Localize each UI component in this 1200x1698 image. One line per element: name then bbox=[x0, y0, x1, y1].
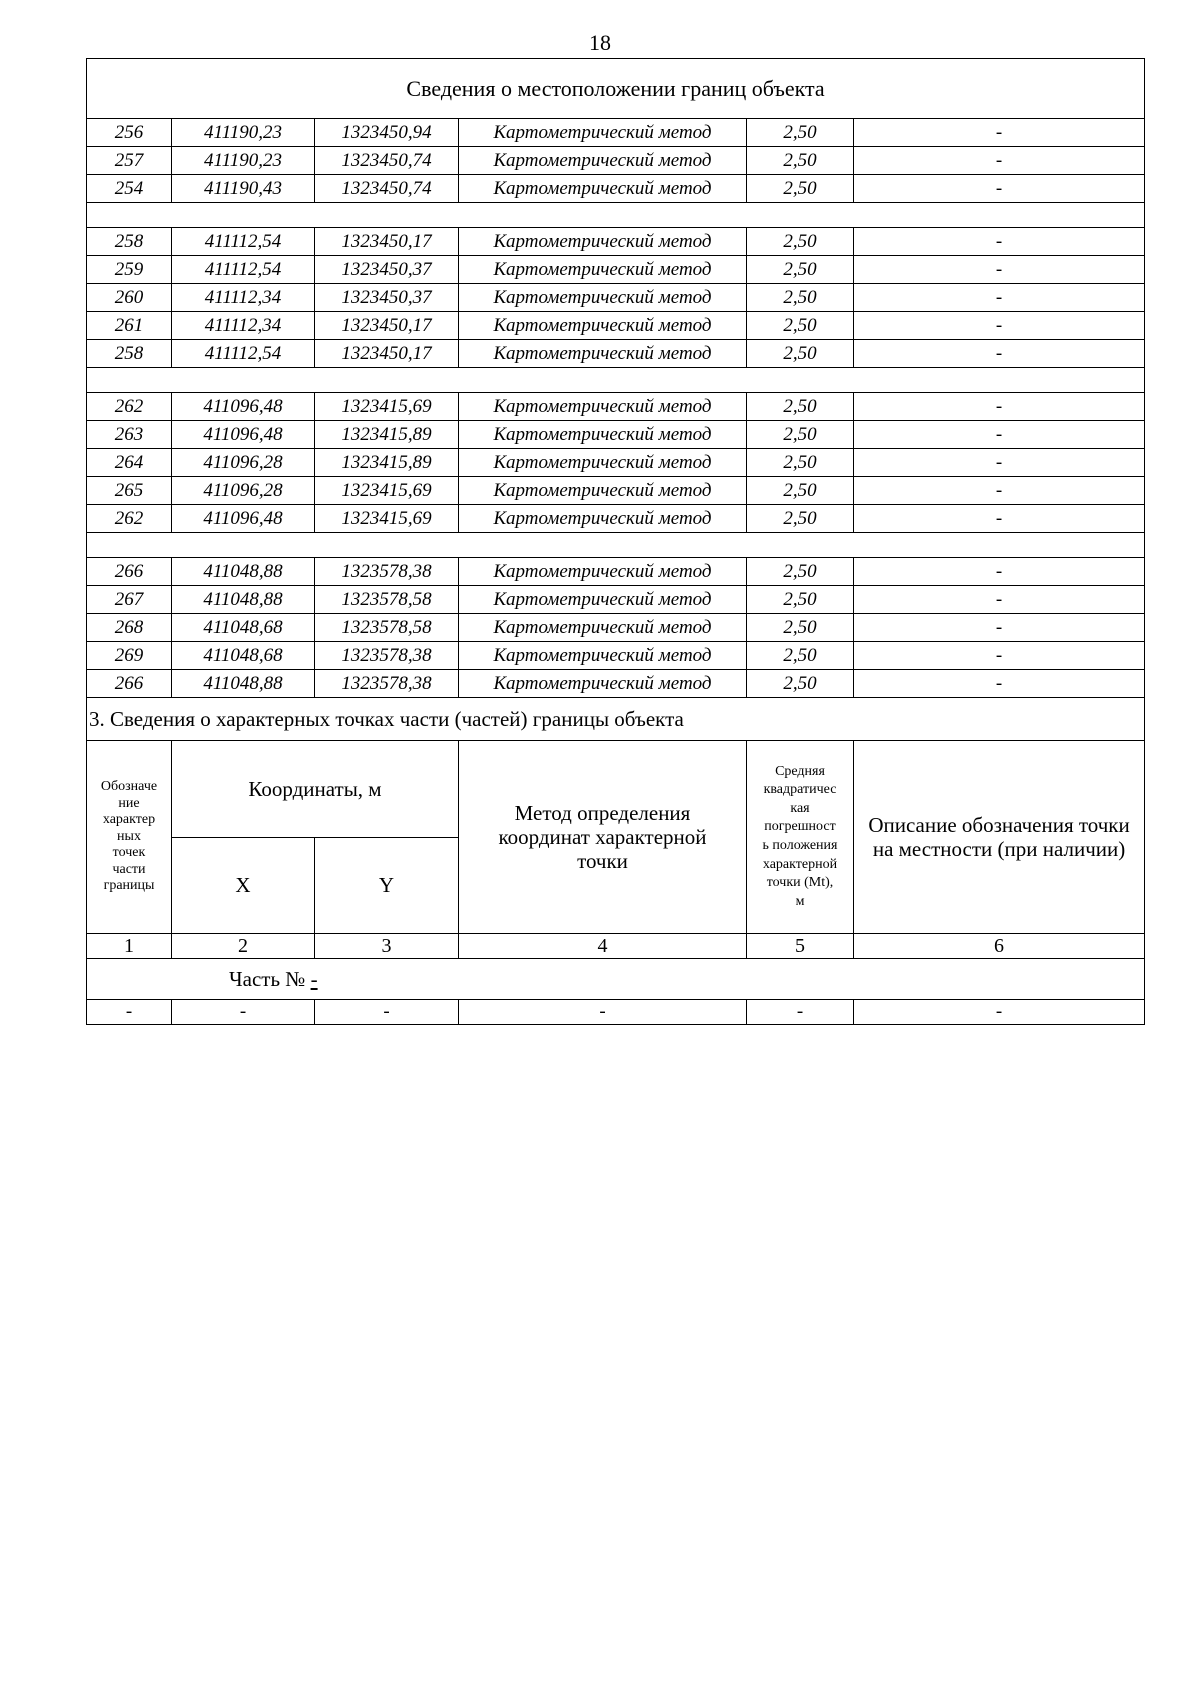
header-line: характер bbox=[102, 812, 156, 828]
table-row bbox=[87, 340, 1145, 368]
x-coordinate-cell: 411096,48 bbox=[172, 421, 315, 449]
table-row bbox=[87, 670, 1145, 698]
header-line: части bbox=[112, 861, 146, 877]
header-line: характерной bbox=[762, 856, 838, 872]
header-method bbox=[459, 741, 747, 934]
table-row bbox=[87, 284, 1145, 312]
mt-cell: 2,50 bbox=[747, 312, 854, 340]
y-coordinate-cell: 1323450,37 bbox=[315, 284, 459, 312]
description-cell: - bbox=[854, 147, 1145, 175]
point-number-cell: 256 bbox=[87, 119, 172, 147]
y-coordinate-cell: 1323415,89 bbox=[315, 449, 459, 477]
section-title: Сведения о местоположении границ объекта bbox=[87, 59, 1145, 119]
section-title-row bbox=[87, 59, 1145, 119]
point-number-cell: 260 bbox=[87, 284, 172, 312]
header-mean-square-error bbox=[747, 741, 854, 934]
table-row bbox=[87, 147, 1145, 175]
mt-cell: 2,50 bbox=[747, 421, 854, 449]
part-value: - bbox=[310, 966, 318, 991]
x-coordinate-cell: 411048,68 bbox=[172, 642, 315, 670]
point-number-cell: 258 bbox=[87, 340, 172, 368]
empty-cell: - bbox=[87, 1000, 172, 1025]
description-cell: - bbox=[854, 586, 1145, 614]
x-coordinate-cell: 411048,68 bbox=[172, 614, 315, 642]
empty-cell: - bbox=[854, 1000, 1145, 1025]
table-row bbox=[87, 586, 1145, 614]
y-coordinate-cell: 1323578,38 bbox=[315, 670, 459, 698]
mt-cell: 2,50 bbox=[747, 558, 854, 586]
method-cell: Картометрический метод bbox=[459, 558, 747, 586]
description-cell: - bbox=[854, 670, 1145, 698]
y-coordinate-cell: 1323578,58 bbox=[315, 614, 459, 642]
header-line: координат характерной bbox=[498, 824, 707, 849]
y-coordinate-cell: 1323450,17 bbox=[315, 312, 459, 340]
x-coordinate-cell: 411112,54 bbox=[172, 228, 315, 256]
method-cell: Картометрический метод bbox=[459, 284, 747, 312]
y-coordinate-cell: 1323450,37 bbox=[315, 256, 459, 284]
description-cell: - bbox=[854, 614, 1145, 642]
empty-cell: - bbox=[747, 1000, 854, 1025]
group-separator bbox=[87, 533, 1145, 558]
x-coordinate-cell: 411096,28 bbox=[172, 477, 315, 505]
group-separator-row bbox=[87, 203, 1145, 228]
y-coordinate-cell: 1323450,17 bbox=[315, 228, 459, 256]
column-number: 3 bbox=[315, 934, 459, 959]
header-line: на местности (при наличии) bbox=[872, 837, 1126, 861]
point-number-cell: 261 bbox=[87, 312, 172, 340]
point-number-cell: 265 bbox=[87, 477, 172, 505]
table-row bbox=[87, 119, 1145, 147]
y-coordinate-cell: 1323578,58 bbox=[315, 586, 459, 614]
y-coordinate-cell: 1323450,74 bbox=[315, 147, 459, 175]
method-cell: Картометрический метод bbox=[459, 449, 747, 477]
description-cell: - bbox=[854, 642, 1145, 670]
point-number-cell: 269 bbox=[87, 642, 172, 670]
header-x: X bbox=[172, 838, 315, 934]
header-line: Средняя bbox=[775, 763, 825, 779]
mt-cell: 2,50 bbox=[747, 449, 854, 477]
mt-cell: 2,50 bbox=[747, 175, 854, 203]
description-cell: - bbox=[854, 421, 1145, 449]
header-line: м bbox=[795, 893, 805, 909]
section3-title: 3. Сведения о характерных точках части (частей) границы объекта bbox=[87, 698, 1145, 741]
part-cell bbox=[87, 959, 1145, 1000]
mt-cell: 2,50 bbox=[747, 642, 854, 670]
group-separator bbox=[87, 368, 1145, 393]
point-number-cell: 264 bbox=[87, 449, 172, 477]
description-cell: - bbox=[854, 340, 1145, 368]
header-line: кая bbox=[790, 800, 810, 816]
description-cell: - bbox=[854, 256, 1145, 284]
y-coordinate-cell: 1323450,74 bbox=[315, 175, 459, 203]
x-coordinate-cell: 411096,48 bbox=[172, 505, 315, 533]
group-separator-row bbox=[87, 368, 1145, 393]
y-coordinate-cell: 1323578,38 bbox=[315, 642, 459, 670]
y-coordinate-cell: 1323415,69 bbox=[315, 477, 459, 505]
header-line: квадратичес bbox=[763, 782, 837, 798]
mt-cell: 2,50 bbox=[747, 228, 854, 256]
y-coordinate-cell: 1323450,17 bbox=[315, 340, 459, 368]
header-point-designation bbox=[87, 741, 172, 934]
header-row-1 bbox=[87, 741, 1145, 838]
method-cell: Картометрический метод bbox=[459, 228, 747, 256]
x-coordinate-cell: 411048,88 bbox=[172, 586, 315, 614]
group-separator-row bbox=[87, 533, 1145, 558]
mt-cell: 2,50 bbox=[747, 256, 854, 284]
group-separator bbox=[87, 203, 1145, 228]
description-cell: - bbox=[854, 228, 1145, 256]
method-cell: Картометрический метод bbox=[459, 421, 747, 449]
table-row bbox=[87, 175, 1145, 203]
y-coordinate-cell: 1323415,69 bbox=[315, 393, 459, 421]
empty-cell: - bbox=[459, 1000, 747, 1025]
point-number-cell: 254 bbox=[87, 175, 172, 203]
column-number: 2 bbox=[172, 934, 315, 959]
method-cell: Картометрический метод bbox=[459, 340, 747, 368]
method-cell: Картометрический метод bbox=[459, 119, 747, 147]
table-row bbox=[87, 421, 1145, 449]
table-row bbox=[87, 505, 1145, 533]
point-number-cell: 258 bbox=[87, 228, 172, 256]
header-line: точки bbox=[577, 849, 628, 874]
x-coordinate-cell: 411112,34 bbox=[172, 284, 315, 312]
point-number-cell: 268 bbox=[87, 614, 172, 642]
header-line: Обозначе bbox=[100, 779, 158, 795]
column-number: 5 bbox=[747, 934, 854, 959]
mt-cell: 2,50 bbox=[747, 147, 854, 175]
method-cell: Картометрический метод bbox=[459, 586, 747, 614]
y-coordinate-cell: 1323450,94 bbox=[315, 119, 459, 147]
part-row bbox=[87, 959, 1145, 1000]
mt-cell: 2,50 bbox=[747, 477, 854, 505]
table-row bbox=[87, 449, 1145, 477]
table-row bbox=[87, 256, 1145, 284]
table-row bbox=[87, 642, 1145, 670]
section3-title-row bbox=[87, 698, 1145, 741]
method-cell: Картометрический метод bbox=[459, 477, 747, 505]
boundary-table bbox=[86, 58, 1145, 1025]
point-number-cell: 262 bbox=[87, 505, 172, 533]
point-number-cell: 266 bbox=[87, 670, 172, 698]
x-coordinate-cell: 411048,88 bbox=[172, 670, 315, 698]
point-number-cell: 267 bbox=[87, 586, 172, 614]
description-cell: - bbox=[854, 393, 1145, 421]
page-number: 18 bbox=[589, 30, 611, 55]
description-cell: - bbox=[854, 505, 1145, 533]
column-number: 4 bbox=[459, 934, 747, 959]
description-cell: - bbox=[854, 119, 1145, 147]
method-cell: Картометрический метод bbox=[459, 614, 747, 642]
header-coordinates: Координаты, м bbox=[172, 741, 459, 838]
point-number-cell: 266 bbox=[87, 558, 172, 586]
method-cell: Картометрический метод bbox=[459, 312, 747, 340]
header-y: Y bbox=[315, 838, 459, 934]
point-number-cell: 262 bbox=[87, 393, 172, 421]
empty-data-row bbox=[87, 1000, 1145, 1025]
description-cell: - bbox=[854, 175, 1145, 203]
y-coordinate-cell: 1323578,38 bbox=[315, 558, 459, 586]
column-numbers-row bbox=[87, 934, 1145, 959]
method-cell: Картометрический метод bbox=[459, 175, 747, 203]
point-number-cell: 263 bbox=[87, 421, 172, 449]
method-cell: Картометрический метод bbox=[459, 393, 747, 421]
point-number-cell: 259 bbox=[87, 256, 172, 284]
x-coordinate-cell: 411096,28 bbox=[172, 449, 315, 477]
method-cell: Картометрический метод bbox=[459, 147, 747, 175]
column-number: 6 bbox=[854, 934, 1145, 959]
table-row bbox=[87, 477, 1145, 505]
x-coordinate-cell: 411112,34 bbox=[172, 312, 315, 340]
header-line: ных bbox=[117, 828, 141, 844]
mt-cell: 2,50 bbox=[747, 340, 854, 368]
mt-cell: 2,50 bbox=[747, 614, 854, 642]
x-coordinate-cell: 411190,23 bbox=[172, 119, 315, 147]
part-label: Часть № bbox=[229, 966, 306, 991]
description-cell: - bbox=[854, 477, 1145, 505]
method-cell: Картометрический метод bbox=[459, 256, 747, 284]
x-coordinate-cell: 411190,43 bbox=[172, 175, 315, 203]
method-cell: Картометрический метод bbox=[459, 505, 747, 533]
mt-cell: 2,50 bbox=[747, 284, 854, 312]
table-row bbox=[87, 558, 1145, 586]
header-description bbox=[854, 741, 1145, 934]
header-line: Описание обозначения точки bbox=[868, 812, 1130, 837]
table-row bbox=[87, 228, 1145, 256]
header-line: погрешност bbox=[764, 819, 836, 835]
header-line: ь положения bbox=[762, 838, 838, 853]
x-coordinate-cell: 411190,23 bbox=[172, 147, 315, 175]
mt-cell: 2,50 bbox=[747, 586, 854, 614]
header-line: границы bbox=[103, 878, 155, 894]
method-cell: Картометрический метод bbox=[459, 642, 747, 670]
x-coordinate-cell: 411112,54 bbox=[172, 340, 315, 368]
header-line: точек bbox=[112, 845, 146, 861]
x-coordinate-cell: 411112,54 bbox=[172, 256, 315, 284]
table-row bbox=[87, 312, 1145, 340]
mt-cell: 2,50 bbox=[747, 119, 854, 147]
x-coordinate-cell: 411048,88 bbox=[172, 558, 315, 586]
mt-cell: 2,50 bbox=[747, 670, 854, 698]
table-row bbox=[87, 393, 1145, 421]
column-number: 1 bbox=[87, 934, 172, 959]
header-line: ние bbox=[118, 795, 140, 811]
x-coordinate-cell: 411096,48 bbox=[172, 393, 315, 421]
empty-cell: - bbox=[172, 1000, 315, 1025]
mt-cell: 2,50 bbox=[747, 393, 854, 421]
y-coordinate-cell: 1323415,89 bbox=[315, 421, 459, 449]
description-cell: - bbox=[854, 284, 1145, 312]
mt-cell: 2,50 bbox=[747, 505, 854, 533]
point-number-cell: 257 bbox=[87, 147, 172, 175]
description-cell: - bbox=[854, 558, 1145, 586]
y-coordinate-cell: 1323415,69 bbox=[315, 505, 459, 533]
description-cell: - bbox=[854, 449, 1145, 477]
header-line: Метод определения bbox=[514, 800, 691, 825]
method-cell: Картометрический метод bbox=[459, 670, 747, 698]
table-row bbox=[87, 614, 1145, 642]
header-line: точки (Mt), bbox=[766, 875, 834, 891]
empty-cell: - bbox=[315, 1000, 459, 1025]
description-cell: - bbox=[854, 312, 1145, 340]
